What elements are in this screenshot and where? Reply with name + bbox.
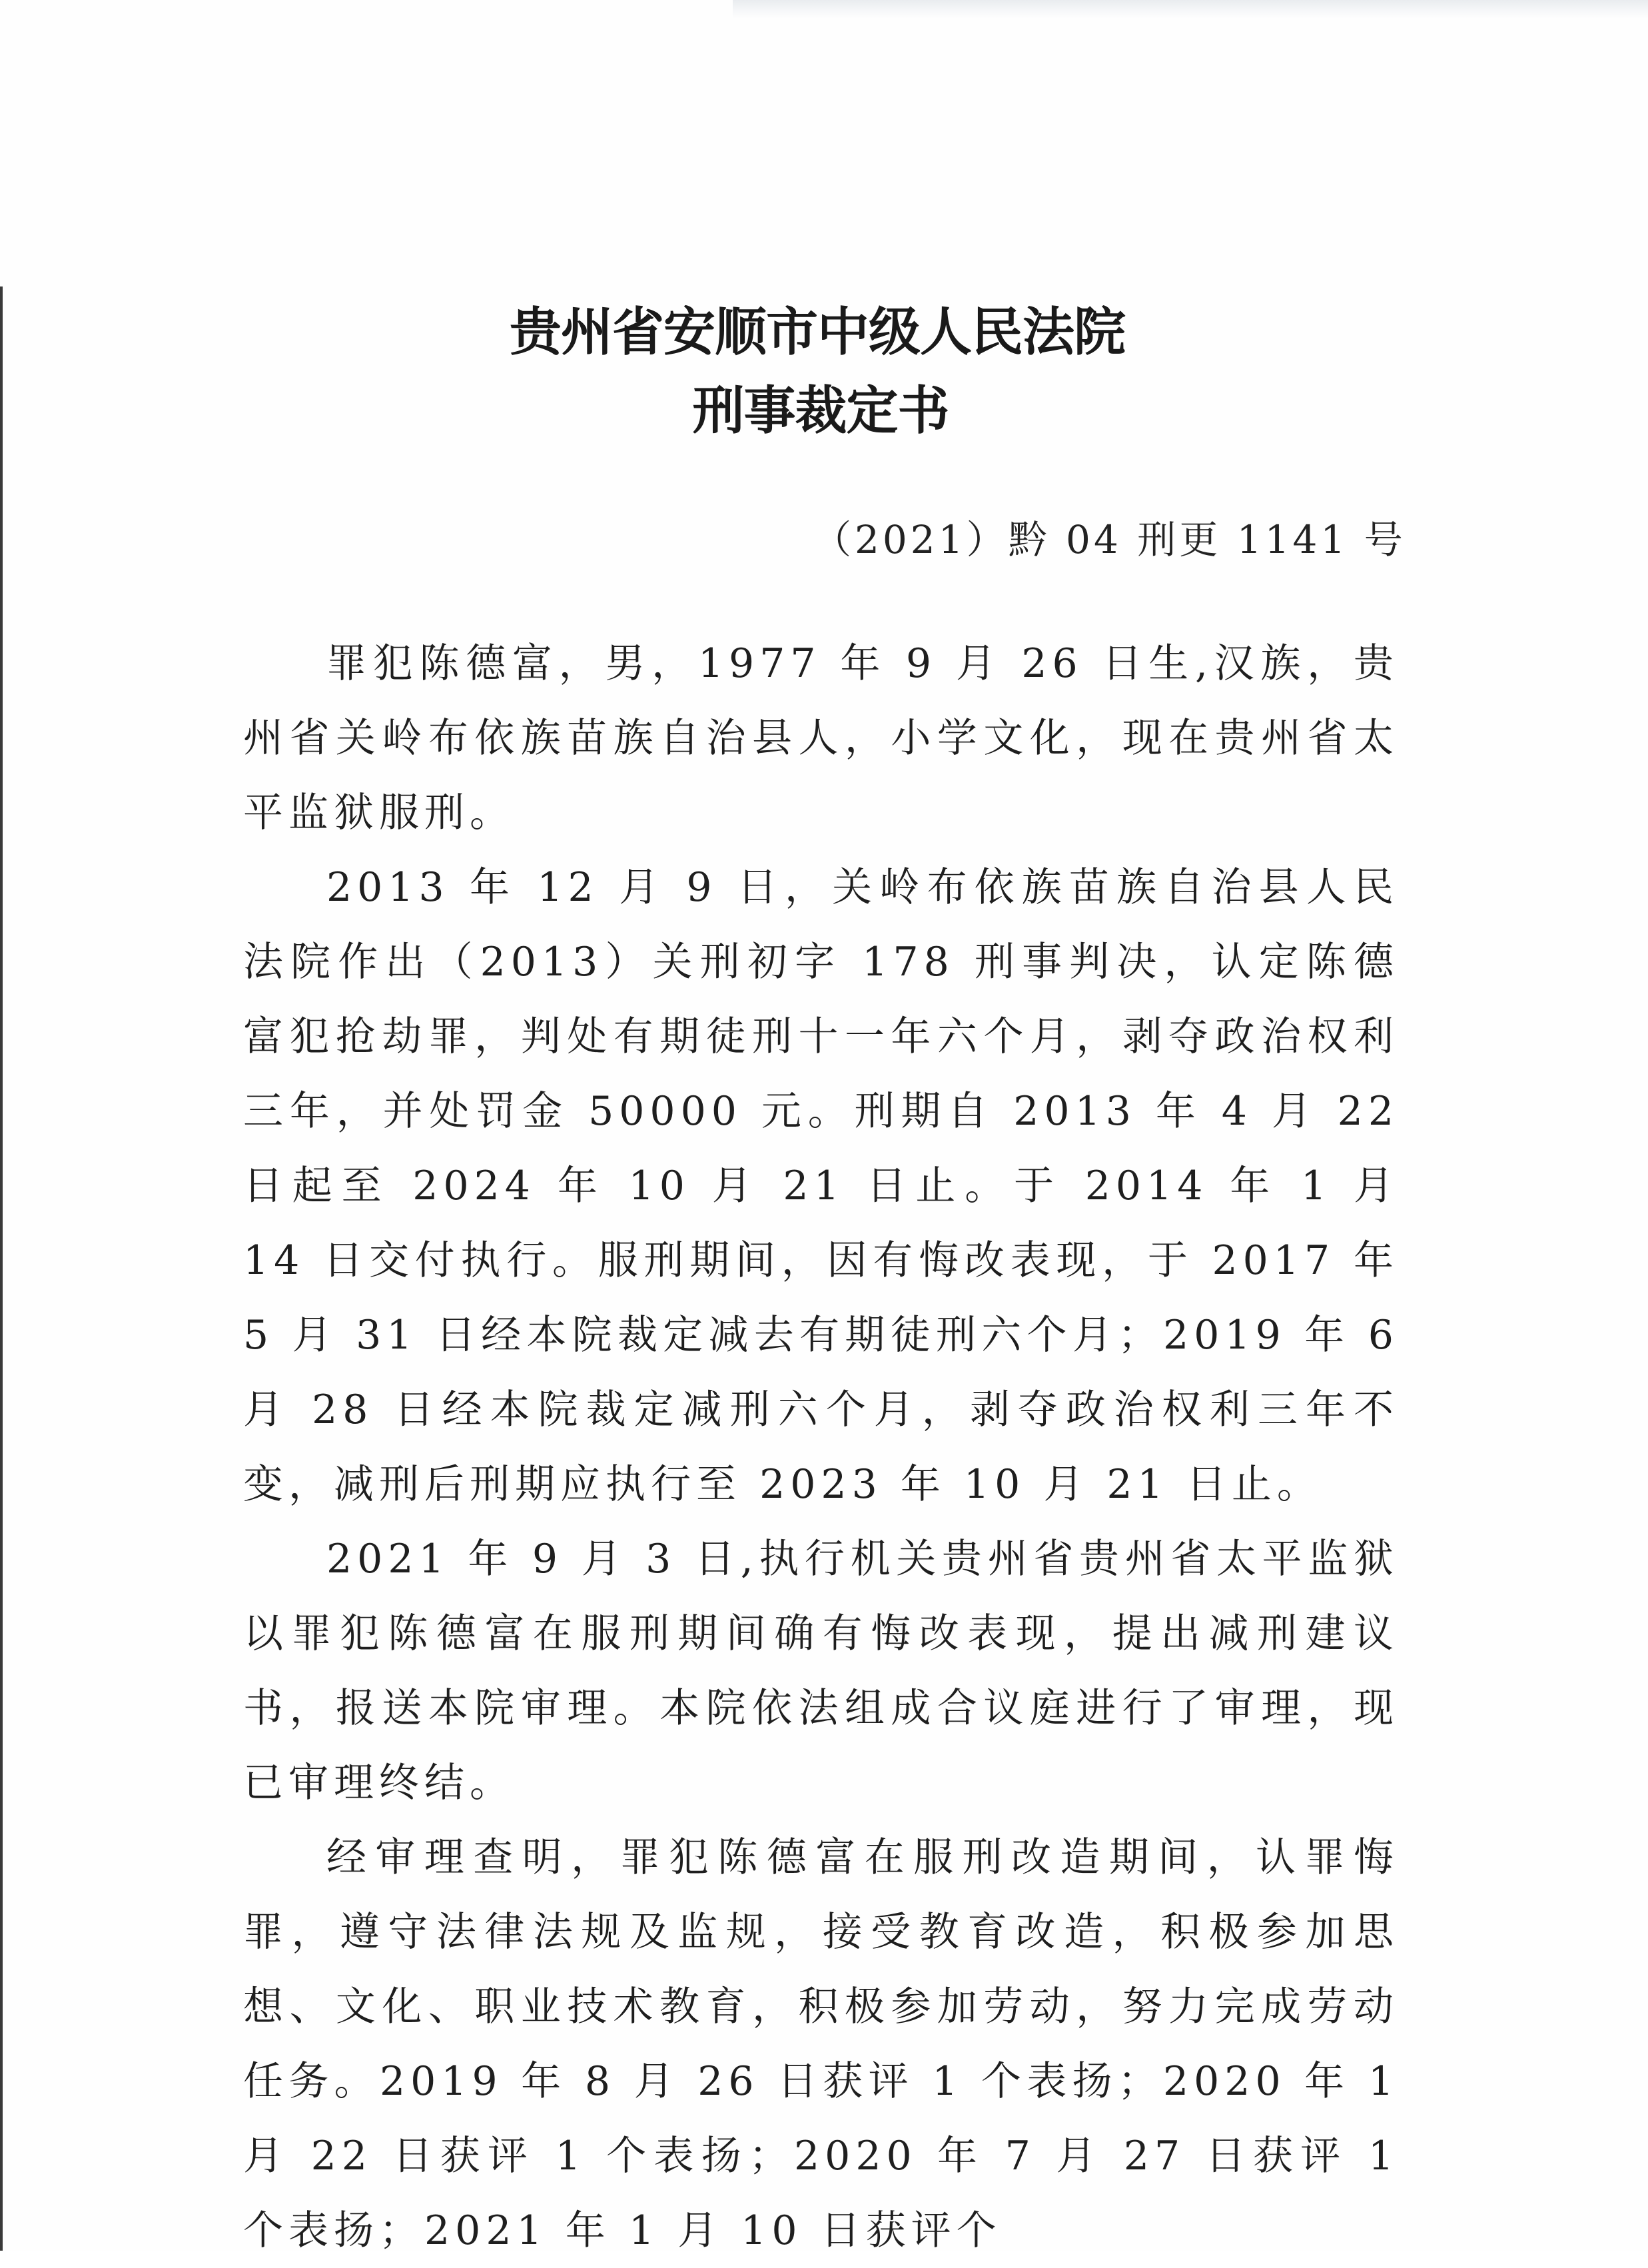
scan-edge-shadow	[733, 0, 1648, 19]
scan-left-border	[0, 286, 3, 2251]
title-block	[0, 293, 1648, 450]
case-number: （2021）黔 04 刑更 1141 号	[813, 517, 1406, 562]
document-body	[243, 626, 1399, 2268]
document-type: 刑事裁定书	[692, 380, 949, 441]
paragraph-commutation-proposal: 2021 年 9 月 3 日,执行机关贵州省贵州省太平监狱以罪犯陈德富在服刑期间确有悔改表现，提出减刑建议书，报送本院审理。本院依法组成合议庭进行了审理，现已审理终结。	[243, 1536, 1399, 1806]
paragraph-defendant-info: 罪犯陈德富，男，1977 年 9 月 26 日生,汉族，贵州省关岭布依族苗族自治县人，小学文化，现在贵州省太平监狱服刑。	[243, 640, 1399, 836]
court-name: 贵州省安顺市中级人民法院	[509, 302, 1125, 362]
paragraph-original-judgment: 2013 年 12 月 9 日，关岭布依族苗族自治县人民法院作出（2013）关刑初字 178 刑事判决，认定陈德富犯抢劫罪，判处有期徒刑十一年六个月，剥夺政治权利三年，并处罚金 50000 元。刑期自 2013 年 4 月 22 日起至 2024 年 10 月 21 日止。于 2014 年 1 月 14 日交付执行。服刑期间，因有悔改表现，于 2017 年 5 月 31 日经本院裁定减去有期徒刑六个月；2019 年 6 月 28 日经本院裁定减刑六个月，剥夺政治权利三年不变，减刑后刑期应执行至 2023 年 10 月 21 日止。	[243, 864, 1399, 1508]
paragraph-findings: 经审理查明，罪犯陈德富在服刑改造期间，认罪悔罪，遵守法律法规及监规，接受教育改造，积极参加思想、文化、职业技术教育，积极参加劳动，努力完成劳动任务。2019 年 8 月 26 日获评 1 个表扬；2020 年 1 月 22 日获评 1 个表扬；2020 年 7 月 27 日获评 1 个表扬；2021 年 1 月 10 日获评个	[243, 1834, 1399, 2254]
